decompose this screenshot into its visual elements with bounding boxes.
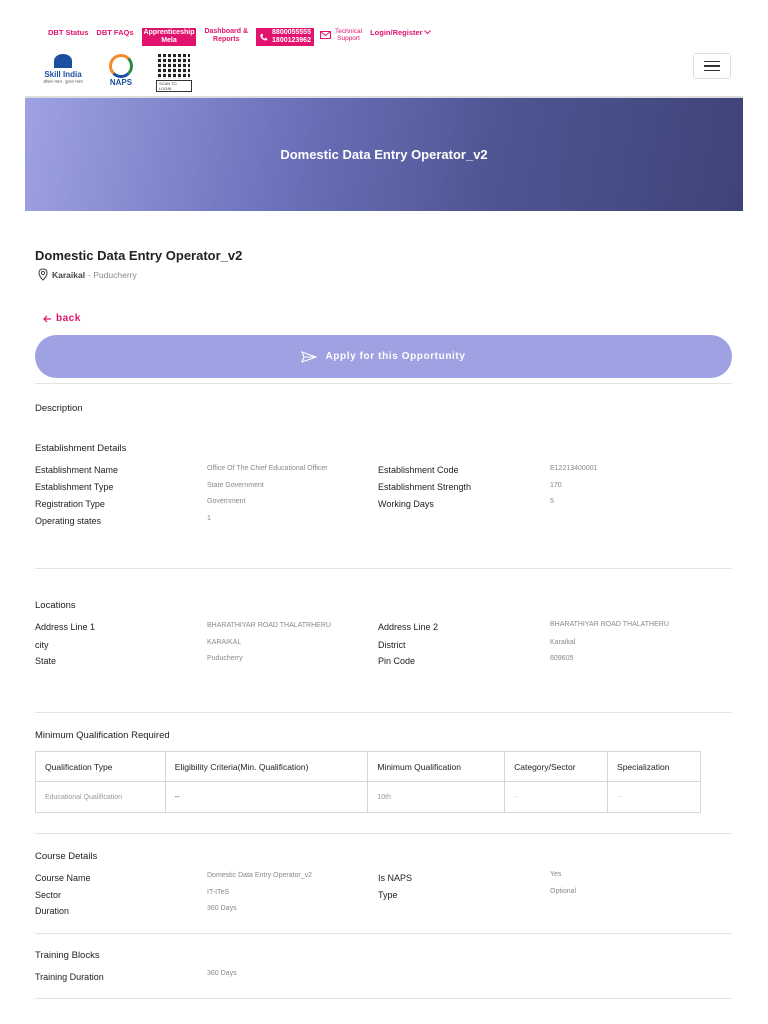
is-naps-label: Is NAPS — [378, 873, 413, 883]
qr-code — [156, 54, 192, 92]
table-cell: 10th — [368, 782, 505, 813]
establishment-strength-label: Establishment Strength — [378, 482, 472, 492]
divider — [35, 383, 732, 384]
dashboard-reports-line2: Reports — [213, 36, 240, 43]
send-icon — [301, 351, 317, 363]
skill-india-text: Skill India — [44, 70, 82, 79]
divider — [35, 998, 732, 999]
establishment-title: Establishment Details — [35, 443, 127, 454]
course-name-label: Course Name — [35, 873, 91, 883]
description-title: Description — [35, 403, 83, 414]
duration-label: Duration — [35, 906, 70, 916]
establishment-type-label: Establishment Type — [35, 482, 114, 492]
qualification-title: Minimum Qualification Required — [35, 730, 170, 741]
dbt-status-link[interactable]: DBT Status — [48, 28, 89, 37]
address-line-1-label: Address Line 1 — [35, 622, 96, 632]
naps-text: NAPS — [109, 78, 133, 87]
qualification-table — [35, 751, 701, 813]
address-line-1-value: BHARATHIYAR ROAD THALATRHERU — [207, 622, 331, 629]
district-label: District — [378, 640, 406, 650]
divider — [35, 568, 732, 569]
pin-code-label: Pin Code — [378, 656, 416, 666]
job-city: Karaikal — [52, 269, 86, 280]
divider — [35, 833, 732, 834]
is-naps-value: Yes — [550, 871, 562, 878]
phone-icon — [259, 33, 268, 42]
column-header: Minimum Qualification — [368, 752, 505, 782]
job-title: Domestic Data Entry Operator_v2 — [35, 248, 243, 263]
hamburger-icon — [704, 61, 720, 63]
skill-india-tagline: कौशल भारत - कुशल भारत — [43, 79, 83, 84]
establishment-type-value: State Government — [207, 482, 264, 489]
apply-label: Apply for this Opportunity — [325, 351, 466, 362]
menu-toggle-button[interactable] — [693, 53, 731, 79]
naps-logo[interactable] — [104, 54, 138, 92]
qr-caption: SCAN TO LOGIN — [156, 80, 192, 92]
divider — [35, 712, 732, 713]
back-label: back — [56, 313, 81, 324]
sector-label: Sector — [35, 890, 62, 900]
page-banner — [25, 98, 743, 211]
helpline-phone[interactable] — [256, 28, 314, 46]
establishment-code-label: Establishment Code — [378, 465, 459, 475]
registration-type-value: Government — [207, 498, 246, 505]
technical-support-line2: Support — [337, 35, 360, 42]
establishment-name-label: Establishment Name — [35, 465, 119, 475]
banner-title: Domestic Data Entry Operator_v2 — [280, 147, 488, 162]
establishment-name-value: Office Of The Chief Educational Officer — [207, 465, 328, 472]
district-value: Karaikal — [550, 639, 576, 646]
course-title: Course Details — [35, 851, 98, 862]
back-link[interactable] — [43, 313, 81, 324]
type-value: Optional — [550, 888, 577, 895]
phone-number-1: 8800055555 — [272, 29, 311, 36]
column-header: Specialization — [608, 752, 701, 782]
city-value: KARAIKAL — [207, 639, 242, 646]
state-label: State — [35, 656, 57, 666]
table-cell: -- — [608, 782, 701, 813]
login-register-dropdown[interactable] — [370, 28, 431, 37]
operating-states-value: 1 — [207, 515, 211, 522]
apprenticeship-mela-line2: Mela — [161, 37, 177, 44]
working-days-value: 5 — [550, 498, 554, 505]
dashboard-reports-link[interactable] — [204, 28, 248, 44]
skill-india-mark-icon — [54, 54, 72, 68]
apprenticeship-mela-link[interactable] — [142, 28, 197, 46]
pin-code-value: 609605 — [550, 655, 574, 662]
arrow-left-icon — [43, 315, 52, 323]
state-value: Puducherry — [207, 655, 243, 662]
training-duration-value: 360 Days — [207, 970, 237, 977]
table-row — [36, 782, 701, 813]
map-pin-icon — [38, 268, 48, 281]
table-cell: Educational Qualification — [36, 782, 166, 813]
training-duration-label: Training Duration — [35, 972, 104, 982]
column-header: Eligibility Criteria(Min. Qualification) — [165, 752, 368, 782]
establishment-strength-value: 170 — [550, 482, 562, 489]
apply-button[interactable] — [35, 335, 732, 378]
training-title: Training Blocks — [35, 950, 100, 961]
skill-india-logo[interactable] — [40, 54, 86, 92]
address-line-2-label: Address Line 2 — [378, 622, 439, 632]
locations-title: Locations — [35, 600, 76, 611]
job-state: - Puducherry — [88, 269, 137, 280]
dashboard-reports-line1: Dashboard & — [204, 28, 249, 35]
course-name-value: Domestic Data Entry Operator_v2 — [207, 872, 313, 879]
phone-number-2: 1800123962 — [272, 37, 311, 44]
logo-row — [40, 54, 192, 92]
chevron-down-icon — [424, 30, 431, 35]
type-label: Type — [378, 890, 398, 900]
technical-support-line1: Technical — [334, 28, 363, 35]
registration-type-label: Registration Type — [35, 499, 105, 509]
job-location — [38, 268, 137, 281]
column-header: Category/Sector — [505, 752, 608, 782]
duration-value: 360 Days — [207, 905, 237, 912]
column-header: Qualification Type — [36, 752, 166, 782]
top-nav — [48, 28, 439, 46]
working-days-label: Working Days — [378, 499, 434, 509]
sector-value: IT-ITeS — [207, 889, 230, 896]
establishment-code-value: E12213400001 — [550, 465, 598, 472]
table-cell: -- — [505, 782, 608, 813]
table-header-row — [36, 752, 701, 782]
dbt-faqs-link[interactable]: DBT FAQs — [96, 28, 134, 37]
city-label: city — [35, 640, 49, 650]
divider — [35, 933, 732, 934]
address-line-2-value: BHARATHIYAR ROAD THALATHERU — [550, 621, 669, 628]
mail-icon — [320, 31, 331, 39]
table-cell: -- — [165, 782, 368, 813]
login-register-label: Login/Register — [370, 28, 423, 37]
apprenticeship-mela-line1: Apprenticeship — [143, 29, 195, 36]
qr-code-icon — [158, 54, 190, 79]
operating-states-label: Operating states — [35, 516, 102, 526]
naps-emblem-icon — [109, 54, 133, 78]
technical-support-link[interactable] — [320, 28, 362, 42]
